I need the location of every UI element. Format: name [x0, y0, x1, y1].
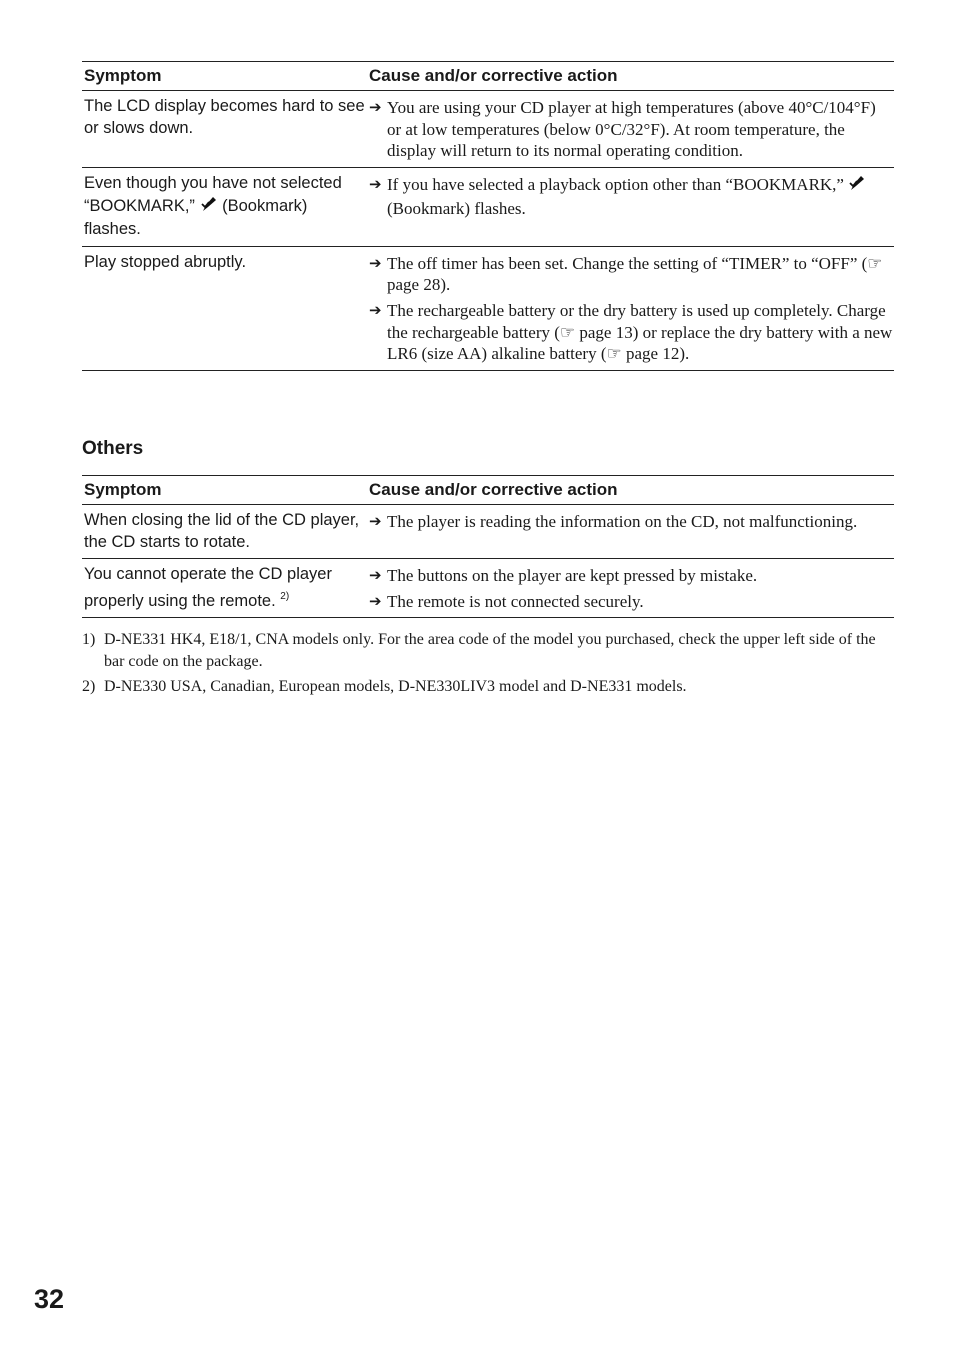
page-number: 32	[34, 1284, 65, 1314]
table-header-row	[82, 476, 894, 505]
action-item: ➔ The player is reading the information on the CD, not malfunctioning.	[369, 512, 858, 531]
action-cell	[367, 246, 894, 371]
pointing-hand-icon: ☞	[559, 322, 576, 342]
right-arrow-icon: ➔	[369, 253, 382, 272]
table-row	[82, 91, 894, 168]
table-header-row	[82, 62, 894, 91]
footnotes	[82, 629, 894, 701]
troubleshooting-table	[82, 61, 894, 371]
footnote-number: 2)	[82, 678, 96, 695]
action-item: ➔ The off timer has been set. Change the setting of “TIMER” to “OFF” (☞ page 28).	[369, 253, 883, 295]
table-row	[82, 168, 894, 247]
right-arrow-icon: ➔	[369, 591, 382, 610]
footnote-text: D-NE331 HK4, E18/1, CNA models only. For the area code of the model you purchased, check the upper left side of the bar code on the package.	[104, 631, 876, 670]
action-item: ➔ You are using your CD player at high temperatures (above 40°C/104°F) or at low temperatures (below 0°C/32°F). At room temperature, the display will return to its normal operating condition.	[369, 98, 876, 161]
footnote-text: D-NE330 USA, Canadian, European models, D-NE330LIV3 model and D-NE331 models.	[104, 678, 687, 695]
cause-header: Cause and/or corrective action	[367, 62, 894, 91]
table-row	[82, 559, 894, 618]
footnote-number: 1)	[82, 631, 96, 648]
symptom-cell: Even though you have not selected “BOOKMARK,” (Bookmark) flashes.	[82, 168, 367, 247]
symptom-cell: The LCD display becomes hard to see or slows down.	[82, 91, 367, 168]
right-arrow-icon: ➔	[369, 512, 382, 530]
pointing-hand-icon: ☞	[867, 253, 883, 273]
bookmark-icon	[848, 174, 866, 198]
action-item: ➔ The buttons on the player are kept pressed by mistake.	[369, 566, 758, 585]
right-arrow-icon: ➔	[369, 566, 382, 584]
footnote	[82, 676, 894, 698]
section-title: Others	[82, 438, 144, 459]
action-item: ➔ If you have selected a playback option other than “BOOKMARK,” (Bookmark) flashes.	[369, 174, 894, 219]
action-cell	[367, 91, 894, 168]
action-cell	[367, 559, 894, 618]
right-arrow-icon: ➔	[369, 301, 382, 320]
action-item: ➔ The remote is not connected securely.	[369, 591, 644, 611]
symptom-header: Symptom	[82, 62, 367, 91]
table-row	[82, 246, 894, 371]
others-table	[82, 475, 894, 618]
action-cell	[367, 168, 894, 247]
symptom-cell: You cannot operate the CD player properly using the remote. $^{2)}$	[82, 559, 367, 618]
symptom-header: Symptom	[82, 476, 367, 505]
action-item: ➔ The rechargeable battery or the dry battery is used up completely. Charge the rechargeable battery (☞ page 13) or replace the dry battery with a new LR6 (size AA) alkaline battery (☞ page 12).	[369, 301, 893, 364]
pointing-hand-icon: ☞	[606, 344, 622, 364]
right-arrow-icon: ➔	[369, 98, 382, 116]
cause-header: Cause and/or corrective action	[367, 476, 894, 505]
action-cell	[367, 505, 894, 559]
table-row	[82, 505, 894, 559]
bookmark-icon	[200, 195, 218, 220]
footnote-ref: 2)	[280, 590, 290, 602]
right-arrow-icon: ➔	[369, 175, 382, 194]
symptom-cell: When closing the lid of the CD player, the CD starts to rotate.	[82, 505, 367, 559]
footnote	[82, 629, 894, 673]
symptom-cell: Play stopped abruptly.	[82, 246, 367, 371]
